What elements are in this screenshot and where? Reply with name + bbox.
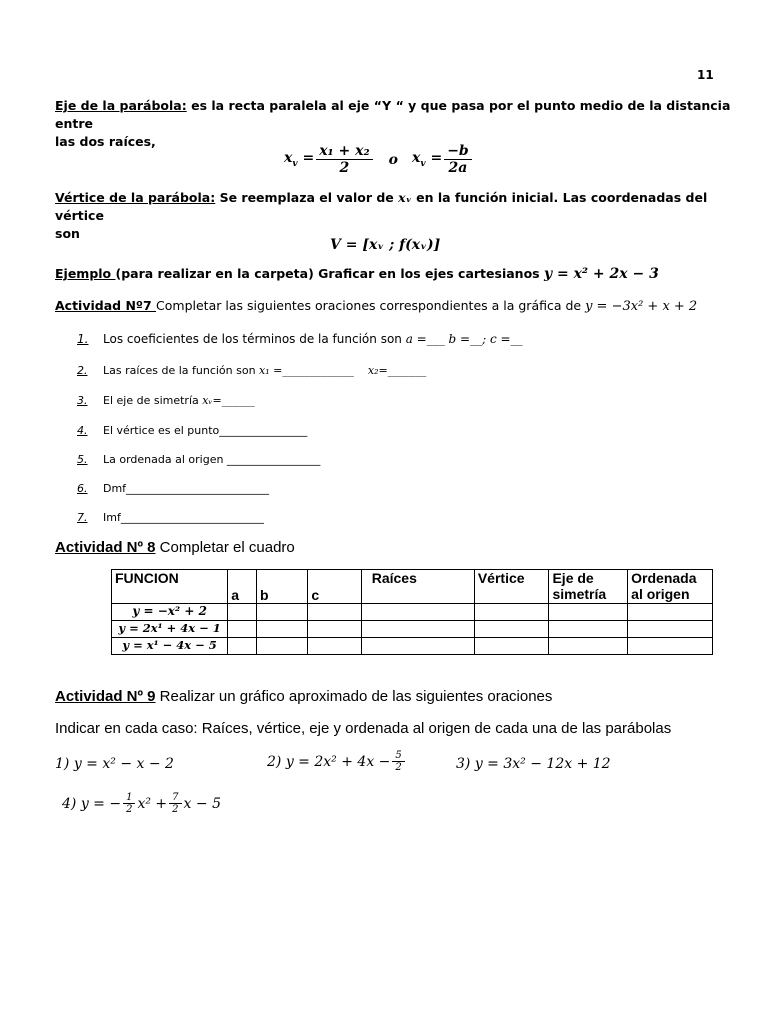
activity7-item-7: 7. Imf__________________________: [77, 511, 264, 524]
activity9-heading: Actividad Nº 9 Realizar un gráfico aproximado de las siguientes oraciones: [55, 688, 553, 705]
table-row: [112, 621, 713, 638]
activity9-item-3: 3) y = 3x² − 12x + 12: [456, 756, 611, 772]
example-label: Ejemplo: [55, 266, 116, 281]
activity7-label: Actividad Nº7: [55, 298, 157, 313]
table-header-row: [112, 570, 713, 604]
header-b: b: [257, 570, 308, 604]
axis-definition-text: es la recta paralela al eje “Y “ y que pasa por el punto medio de la distancia entre: [55, 98, 731, 131]
axis-formula: [284, 143, 474, 176]
row-function: y = 2x¹ + 4x − 1: [112, 621, 228, 638]
vertex-definition: Vértice de la parábola: Se reemplaza el valor de xᵥ en la función inicial. Las coordenadas del vértice son: [55, 190, 708, 241]
header-c: c: [308, 570, 361, 604]
example-line: Ejemplo (para realizar en la carpeta) Graficar en los ejes cartesianos y = x² + 2x − 3: [55, 266, 659, 282]
activity9-label: Actividad Nº 9: [55, 688, 156, 705]
header-vertice: Vértice: [474, 570, 549, 604]
axis-definition-label: Eje de la parábola:: [55, 98, 187, 113]
axis-formula-fraction: $\frac{\text{x₁ + x₂}}{2}$: [316, 143, 372, 176]
row-function: y = x¹ − 4x − 5: [112, 638, 228, 655]
activity9-item-1: 1) y = x² − x − 2: [55, 756, 174, 772]
header-eje: Eje de simetría: [549, 570, 628, 604]
activity7-item-2: 2. Las raíces de la función son x₁ =_____________ x₂=_______: [77, 364, 427, 377]
activity7-item-6: 6. Dmf__________________________: [77, 482, 270, 495]
example-formula: y = x² + 2x − 3: [543, 266, 659, 282]
vertex-definition-text2: son: [55, 226, 80, 241]
vertex-definition-label: Vértice de la parábola:: [55, 190, 216, 205]
header-funcion: FUNCION: [112, 570, 228, 604]
table-row: [112, 638, 713, 655]
activity9-item-2: 2) y = 2x² + 4x − $\frac{5}{2}$: [267, 750, 407, 773]
table-row: [112, 604, 713, 621]
activity7-item-1: 1. Los coeficientes de los términos de la función son a =___ b =__; c =__: [77, 332, 523, 346]
row-function: y = −x² + 2: [112, 604, 228, 621]
activity9-instruction: Indicar en cada caso: Raíces, vértice, eje y ordenada al origen de cada una de las parábolas: [55, 720, 672, 737]
activity8-heading: Actividad Nº 8 Completar el cuadro: [55, 539, 295, 556]
axis-formula-or: o: [388, 151, 398, 168]
header-a: a: [228, 570, 257, 604]
activity8-label: Actividad Nº 8: [55, 539, 156, 556]
vertex-formula: V = [xᵥ ; f(xᵥ)]: [330, 237, 441, 253]
activity7-formula: y = −3x² + x + 2: [585, 299, 698, 314]
activity7-item-4: 4. El vértice es el punto________________: [77, 424, 308, 437]
activity9-item-4: 4) y = − $\frac{1}{2}$ x² + $\frac{7}{2}$ x − 5: [62, 792, 221, 815]
page-number: 11: [697, 68, 714, 82]
activity8-table: [111, 569, 713, 655]
axis-formula-lhs: $x_v$ =: [284, 150, 315, 169]
activity7-heading: Actividad Nº7 Completar las siguientes oraciones correspondientes a la gráfica de y = −3x² + x + 2: [55, 298, 698, 314]
axis-formula2-fraction: $\frac{-b}{2a}$: [444, 143, 472, 176]
activity7-item-3: 3. El eje de simetría xᵥ=______: [77, 394, 255, 407]
axis-formula2-lhs: $x_v$ =: [411, 150, 443, 169]
header-raices: Raíces: [361, 570, 474, 604]
axis-definition-text2: las dos raíces,: [55, 134, 156, 149]
header-ordenada: Ordenada al origen: [628, 570, 713, 604]
activity7-item-5: 5. La ordenada al origen _________________: [77, 453, 321, 466]
